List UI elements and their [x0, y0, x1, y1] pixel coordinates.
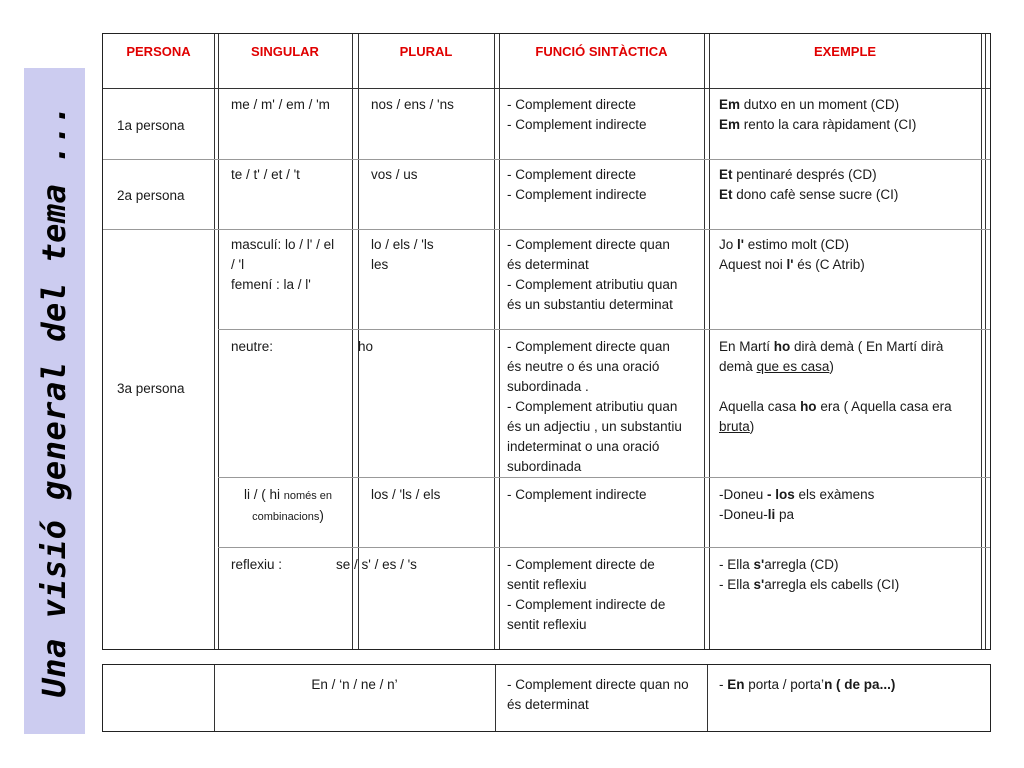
row1-exemple: Em dutxo en un moment (CD) Em rento la cara ràpidament (CI): [719, 97, 917, 132]
row3-sub2-singular-label: neutre:: [231, 339, 274, 354]
header-exemple: EXEMPLE: [813, 44, 877, 59]
row1-singular: me / m' / em / 'm: [231, 97, 330, 112]
row3-sub3-exemple: -Doneu - los els exàmens -Doneu-li pa: [719, 487, 875, 522]
row3-sub3-singular: li / ( hi només en combinacions): [243, 487, 333, 523]
bottom-funcio: - Complement directe quan no és determinat: [507, 677, 689, 712]
bottom-forms: En / ‘n / ne / n’: [311, 677, 398, 692]
row3-sub4-exemple: - Ella s'arregla (CD) - Ella s'arregla els cabells (CI): [719, 557, 900, 592]
row2-singular: te / t' / et / 't: [231, 167, 300, 182]
row3-sub4-funcio: - Complement directe de sentit reflexiu - Complement indirecte de sentit reflexiu: [507, 557, 666, 632]
row3-sub3-funcio: - Complement indirecte: [507, 487, 647, 502]
en-pronoun-table: [102, 664, 991, 732]
row3-sub4-singular-label: reflexiu :: [231, 557, 283, 572]
row3-sub2-singular-value: ho: [358, 339, 374, 354]
row3-sub2-exemple: En Martí ho dirà demà ( En Martí dirà demà que es casa) Aquella casa ho era ( Aquella casa era bruta): [719, 339, 952, 434]
row1-persona: 1a persona: [117, 118, 185, 133]
header-plural: PLURAL: [399, 44, 453, 59]
row3-sub1-funcio: - Complement directe quan és determinat - Complement atributiu quan és un substantiu determinat: [507, 237, 678, 312]
row1-plural: nos / ens / 'ns: [371, 97, 454, 112]
row1-funcio: - Complement directe - Complement indirecte: [507, 97, 647, 132]
pronoun-table: [102, 33, 991, 650]
header-funcio: FUNCIÓ SINTÀCTICA: [535, 44, 668, 59]
row2-funcio: - Complement directe - Complement indirecte: [507, 167, 647, 202]
bottom-exemple: - En porta / porta’n ( de pa...): [719, 677, 896, 692]
row3-sub3-plural: los / 'ls / els: [371, 487, 441, 502]
side-title: Una visió general del tema ...: [35, 104, 73, 698]
row2-exemple: Et pentinaré després (CD) Et dono cafè sense sucre (CI): [719, 167, 899, 202]
row3-sub4-singular-value: se / s' / es / 's: [336, 557, 417, 572]
row3-sub1-plural: lo / els / 'ls les: [371, 237, 434, 272]
row2-persona: 2a persona: [117, 188, 185, 203]
row3-sub1-singular: masculí: lo / l' / el / 'l femení : la / l': [231, 237, 335, 292]
row2-plural: vos / us: [371, 167, 418, 182]
row3-sub2-funcio: - Complement directe quan és neutre o és una oració subordinada . - Complement atributiu quan és un adjectiu , un substantiu indeterminat o una oració subordinada: [507, 339, 682, 474]
header-singular: SINGULAR: [251, 44, 319, 59]
row3-persona: 3a persona: [117, 381, 185, 396]
row3-sub1-exemple: Jo l' estimo molt (CD) Aquest noi l' és (C Atrib): [719, 237, 865, 272]
header-persona: PERSONA: [126, 44, 191, 59]
